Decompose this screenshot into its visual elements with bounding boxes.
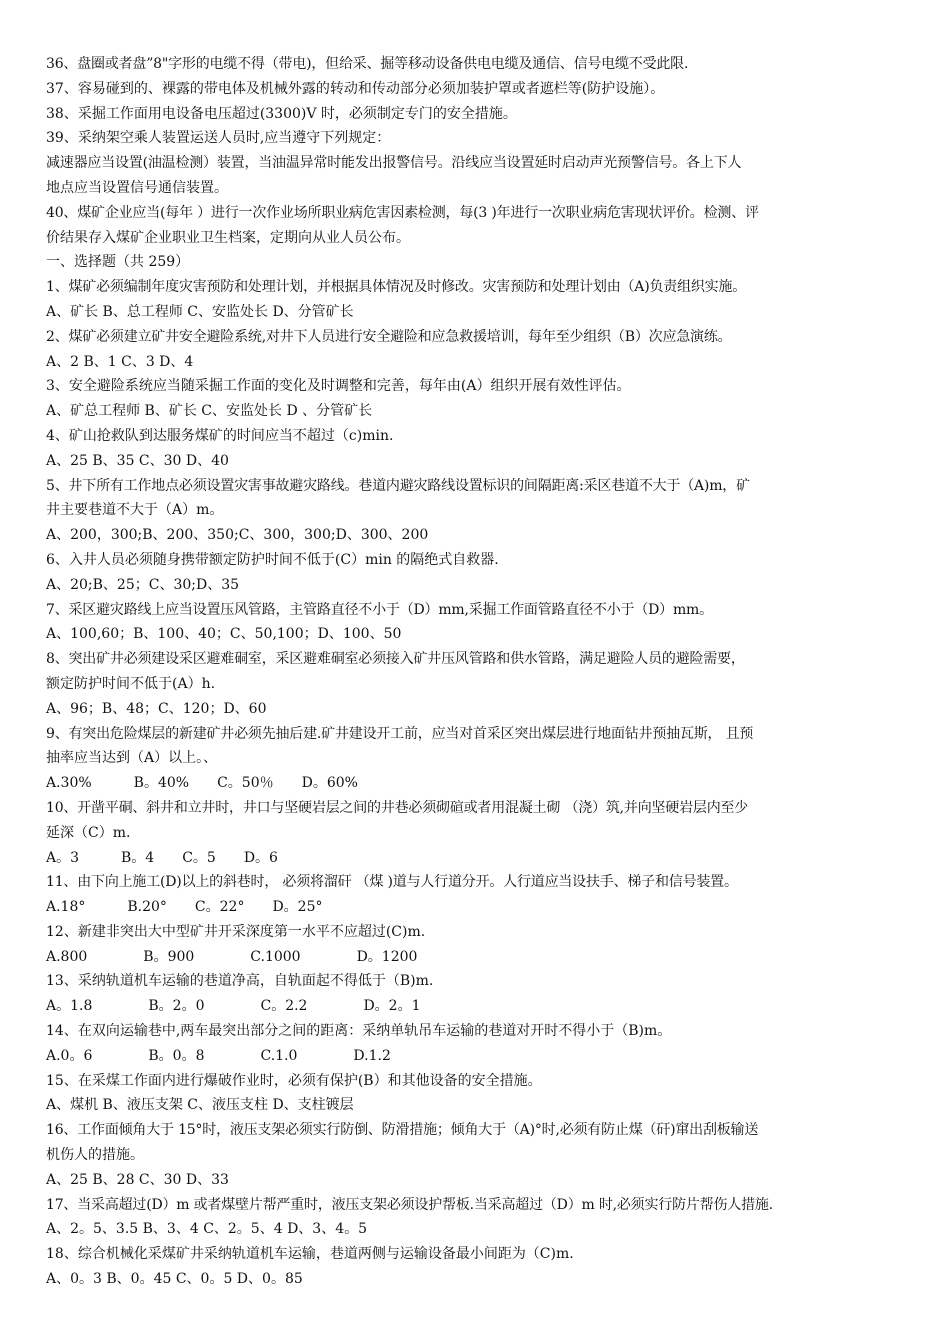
answer-options: A、0。3 B、0。45 C、0。5 D、0。85 [46,1271,303,1288]
answer-options: A、200，300;B、200、350;C、300，300;D、300、200 [46,527,429,544]
question-text: 14、在双向运输巷中,两车最突出部分之间的距离：采纳单轨吊车运输的巷道对开时不得小于（B)m。 [46,1023,672,1040]
question-text: 12、新建非突出大中型矿井开采深度第一水平不应超过(C)m. [46,923,426,940]
answer-options: A、矿总工程师 B、矿长 C、安监处长 D 、分管矿长 [46,403,373,420]
question-text: 8、突出矿井必须建设采区避难硐室，采区避难硐室必须接入矿井压风管路和供水管路，满足避险人员的避险需要， [46,651,745,668]
text-line: 地点应当设置信号通信装置。 [46,179,228,196]
question-text: 10、开凿平硐、斜井和立井时，井口与坚硬岩层之间的井巷必须砌碹或者用混凝土砌 （浇）筑,并向坚硬岩层内至少 [46,799,749,816]
answer-options: A、矿长 B、总工程师 C、安监处长 D、分管矿长 [46,303,354,320]
question-text: 11、由下向上施工(D)以上的斜巷时， 必须将溜矸 （煤 )道与人行道分开。人行道应当设扶手、梯子和信号装置。 [46,874,738,891]
question-text: 2、煤矿必须建立矿井安全避险系统,对井下人员进行安全避险和应急救援培训，每年至少组织（B）次应急演练。 [46,328,732,345]
answer-options: A、煤机 B、液压支架 C、液压支柱 D、支柱镀层 [46,1097,354,1114]
text-line: 38、采掘工作面用电设备电压超过(3300)V 时，必须制定专门的安全措施。 [46,105,517,122]
text-line: 37、容易碰到的、裸露的带电体及机械外露的转动和传动部分必须加装护罩或者遮栏等(防护设施）。 [46,80,665,97]
question-text: 17、当采高超过(D）m 或者煤壁片帮严重时，液压支架必须设护帮板.当采高超过（D）m 时,必须实行防片帮伤人措施. [46,1196,773,1213]
answer-options: A、2。5、3.5 B、3、4 C、2。5、4 D、3、4。5 [46,1221,368,1238]
question-text: 延深（C）m. [46,824,131,841]
text-line: 减速器应当设置(油温检测）装置，当油温异常时能发出报警信号。沿线应当设置延时启动声光预警信号。各上下人 [46,155,742,172]
answer-options: A.800 B。900 C.1000 D。1200 [46,948,418,965]
answer-options: A。3 B。4 C。5 D。6 [46,849,278,866]
answer-options: A.30% B。40% C。50％ D。60% [46,775,358,792]
question-text: 额定防护时间不低于(A）h. [46,675,216,692]
question-text: 15、在采煤工作面内进行爆破作业时，必须有保护(B）和其他设备的安全措施。 [46,1072,542,1089]
text-line: 39、采纳架空乘人装置运送人员时,应当遵守下列规定： [46,130,391,147]
answer-options: A、100,60；B、100、40；C、50,100；D、100、50 [46,626,402,643]
answer-options: A.0。6 B。0。8 C.1.0 D.1.2 [46,1047,391,1064]
answer-options: A。1.8 B。2。0 C。2.2 D。2。1 [46,998,421,1015]
question-text: 13、采纳轨道机车运输的巷道净高，自轨面起不得低于（B)m. [46,973,434,990]
question-text: 井主要巷道不大于（A）m。 [46,502,224,519]
question-text: 5、井下所有工作地点必须设置灾害事故避灾路线。巷道内避灾路线设置标识的间隔距离:采区巷道不大于（A)m，矿 [46,477,750,494]
answer-options: A.18° B.20° C。22° D。25° [46,899,323,916]
text-line: 40、煤矿企业应当(每年 ）进行一次作业场所职业病危害因素检测，每(3 )年进行一次职业病危害现状评价。检测、评 [46,204,759,221]
answer-options: A、2 B、1 C、3 D、4 [46,353,194,370]
question-text: 18、综合机械化采煤矿井采纳轨道机车运输，巷道两侧与运输设备最小间距为（C)m. [46,1246,574,1263]
question-text: 7、采区避灾路线上应当设置压风管路，主管路直径不小于（D）mm,采掘工作面管路直径不小于（D）mm。 [46,601,713,618]
text-line: 价结果存入煤矿企业职业卫生档案，定期向从业人员公布。 [46,229,410,246]
answer-options: A、96；B、48；C、120；D、60 [46,700,267,717]
question-text: 机伤人的措施。 [46,1147,144,1164]
answer-options: A、25 B、35 C、30 D、40 [46,452,229,469]
answer-options: A、20;B、25；C、30;D、35 [46,576,240,593]
text-line: 36、盘圈或者盘”8"字形的电缆不得（带电)，但给采、掘等移动设备供电电缆及通信、信号电缆不受此限. [46,56,689,72]
question-text: 9、有突出危险煤层的新建矿井必须先抽后建.矿井建设开工前，应当对首采区突出煤层进行地面钻井预抽瓦斯， 且预 [46,725,754,742]
question-text: 4、矿山抢救队到达服务煤矿的时间应当不超过（c)min. [46,427,394,444]
answer-options: A、25 B、28 C、30 D、33 [46,1171,229,1188]
section-heading: 一、选择题（共 259） [46,254,190,271]
question-text: 16、工作面倾角大于 15°时，液压支架必须实行防倒、防滑措施；倾角大于（A)°时,必须有防止煤（矸)窜出刮板输送 [46,1122,759,1139]
question-text: 抽率应当达到（A）以上。、 [46,750,218,767]
question-text: 6、入井人员必须随身携带额定防护时间不低于(C）min 的隔绝式自救器. [46,551,499,568]
question-text: 1、煤矿必须编制年度灾害预防和处理计划，并根据具体情况及时修改。灾害预防和处理计划由（A)负责组织实施。 [46,279,747,296]
question-text: 3、安全避险系统应当随采掘工作面的变化及时调整和完善，每年由(A）组织开展有效性评估。 [46,378,631,395]
